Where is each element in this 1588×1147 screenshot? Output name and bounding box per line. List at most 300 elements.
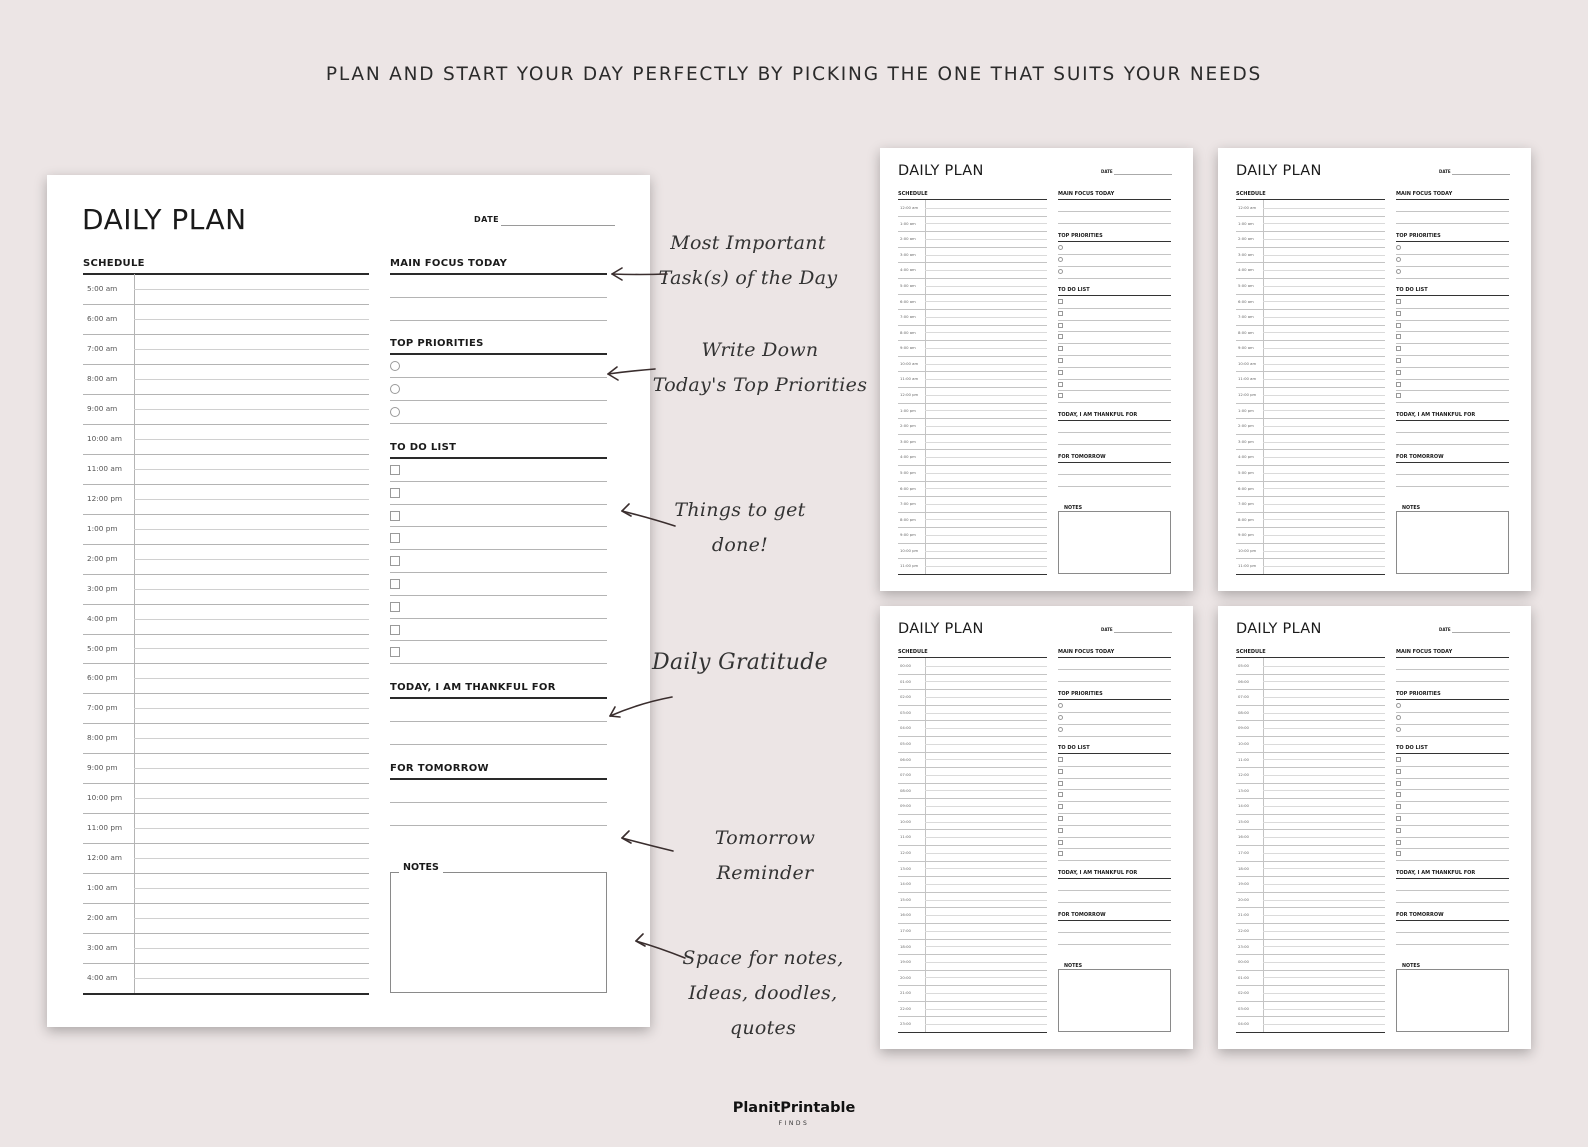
schedule-half-hour-line bbox=[1263, 977, 1385, 978]
date-line bbox=[1114, 174, 1172, 175]
schedule-half-hour-line bbox=[1263, 993, 1385, 994]
schedule-hour-line bbox=[1236, 814, 1385, 815]
schedule-half-hour-line bbox=[925, 993, 1047, 994]
planner-sheet-variant-2 bbox=[1218, 148, 1531, 591]
schedule-half-hour-line bbox=[925, 223, 1047, 224]
planner-title: DAILY PLAN bbox=[898, 621, 984, 637]
schedule-time-label: 15:00 bbox=[1238, 818, 1249, 824]
todo-checkbox bbox=[390, 511, 400, 521]
todo-checkbox bbox=[1396, 851, 1401, 856]
planner-title: DAILY PLAN bbox=[898, 163, 984, 179]
schedule-time-label: 10:00 pm bbox=[900, 547, 919, 553]
thankful-rule bbox=[1396, 420, 1509, 421]
schedule-hour-line bbox=[83, 514, 369, 515]
annotation-priorities bbox=[650, 333, 870, 403]
schedule-half-hour-line bbox=[925, 744, 1047, 745]
schedule-hour-line bbox=[1236, 705, 1385, 706]
schedule-rule bbox=[898, 657, 1047, 658]
schedule-hour-line bbox=[1236, 294, 1385, 295]
todo-rule bbox=[1396, 753, 1509, 754]
todo-checkbox bbox=[1396, 757, 1401, 762]
schedule-hour-line bbox=[83, 903, 369, 904]
top-priorities-rule bbox=[1396, 699, 1509, 700]
schedule-half-hour-line bbox=[134, 289, 369, 290]
schedule-time-label: 4:00 pm bbox=[1238, 454, 1254, 460]
annotation-text: Ideas, doodles, quotes bbox=[688, 982, 838, 1039]
schedule-hour-line bbox=[1236, 356, 1385, 357]
schedule-hour-line bbox=[1236, 985, 1385, 986]
priority-circle bbox=[1396, 703, 1401, 708]
todo-checkbox bbox=[1058, 757, 1063, 762]
schedule-time-label: 10:00 bbox=[1238, 740, 1249, 746]
schedule-hour-line bbox=[1236, 1016, 1385, 1017]
schedule-time-label: 10:00 am bbox=[1238, 360, 1257, 366]
schedule-time-label: 05:00 bbox=[1238, 663, 1249, 668]
schedule-hour-line bbox=[83, 304, 369, 305]
schedule-half-hour-line bbox=[1263, 348, 1385, 349]
priority-circle bbox=[1058, 245, 1063, 250]
schedule-half-hour-line bbox=[134, 738, 369, 739]
annotation-gratitude bbox=[650, 645, 830, 680]
todo-line bbox=[1396, 331, 1509, 332]
todo-line bbox=[1396, 789, 1509, 790]
date-label: DATE bbox=[1439, 627, 1451, 632]
schedule-time-label: 7:00 am bbox=[87, 343, 118, 353]
schedule-hour-line bbox=[83, 484, 369, 485]
schedule-time-label: 01:00 bbox=[1238, 974, 1249, 980]
schedule-half-hour-line bbox=[1263, 946, 1385, 947]
schedule-half-hour-line bbox=[925, 473, 1047, 474]
annotation-text: Tomorrow Reminder bbox=[714, 827, 816, 884]
todo-line bbox=[390, 595, 607, 596]
todo-checkbox bbox=[1058, 311, 1063, 316]
schedule-half-hour-line bbox=[1263, 931, 1385, 932]
todo-checkbox bbox=[1396, 358, 1401, 363]
tomorrow-rule bbox=[1396, 462, 1509, 463]
schedule-time-label: 21:00 bbox=[1238, 912, 1249, 918]
schedule-time-label: 7:00 am bbox=[900, 314, 916, 320]
schedule-half-hour-line bbox=[1263, 551, 1385, 552]
schedule-half-hour-line bbox=[925, 332, 1047, 333]
todo-line bbox=[390, 526, 607, 527]
schedule-bottom-rule bbox=[898, 1032, 1047, 1033]
schedule-time-label: 04:00 bbox=[1238, 1021, 1249, 1027]
schedule-half-hour-line bbox=[925, 681, 1047, 682]
date-label: DATE bbox=[1439, 169, 1451, 174]
schedule-hour-line bbox=[1236, 970, 1385, 971]
schedule-hour-line bbox=[1236, 262, 1385, 263]
schedule-time-label: 8:00 am bbox=[87, 373, 118, 383]
todo-checkbox bbox=[1396, 840, 1401, 845]
todo-checkbox bbox=[1058, 828, 1063, 833]
tomorrow-line bbox=[1396, 486, 1509, 487]
todo-line bbox=[1058, 320, 1171, 321]
annotation-text: Daily Gratitude bbox=[652, 650, 828, 675]
tomorrow-rule bbox=[1058, 462, 1171, 463]
schedule-half-hour-line bbox=[134, 798, 369, 799]
schedule-hour-line bbox=[83, 663, 369, 664]
priority-line bbox=[1058, 724, 1171, 725]
schedule-half-hour-line bbox=[1263, 713, 1385, 714]
schedule-time-label: 10:00 am bbox=[900, 360, 919, 366]
todo-checkbox bbox=[1396, 311, 1401, 316]
schedule-half-hour-line bbox=[1263, 566, 1385, 567]
schedule-time-label: 23:00 bbox=[900, 1021, 911, 1027]
schedule-half-hour-line bbox=[925, 270, 1047, 271]
schedule-half-hour-line bbox=[1263, 301, 1385, 302]
schedule-half-hour-line bbox=[1263, 379, 1385, 380]
priority-line bbox=[390, 377, 607, 378]
priority-circle bbox=[1058, 727, 1063, 732]
main-focus-line bbox=[1396, 211, 1509, 212]
main-focus-line bbox=[1396, 669, 1509, 670]
schedule-time-label: 05:00 bbox=[900, 740, 911, 746]
todo-line bbox=[1396, 848, 1509, 849]
schedule-time-label: 8:00 am bbox=[900, 329, 916, 335]
schedule-time-label: 10:00 pm bbox=[87, 793, 123, 803]
schedule-hour-line bbox=[898, 829, 1047, 830]
schedule-hour-line bbox=[898, 939, 1047, 940]
todo-checkbox bbox=[1058, 792, 1063, 797]
main-focus-rule bbox=[1396, 657, 1509, 658]
tomorrow-line bbox=[1058, 486, 1171, 487]
schedule-time-label: 7:00 pm bbox=[87, 703, 118, 713]
thankful-line bbox=[1058, 890, 1171, 891]
schedule-hour-line bbox=[1236, 829, 1385, 830]
todo-checkbox bbox=[1396, 393, 1401, 398]
schedule-time-label: 11:00 pm bbox=[900, 563, 919, 569]
main-focus-heading: MAIN FOCUS TODAY bbox=[390, 258, 508, 269]
schedule-time-label: 4:00 am bbox=[87, 973, 118, 983]
schedule-hour-line bbox=[898, 767, 1047, 768]
schedule-half-hour-line bbox=[134, 379, 369, 380]
schedule-time-label: 6:00 pm bbox=[900, 485, 916, 491]
schedule-time-label: 12:00 am bbox=[900, 205, 919, 210]
priority-line bbox=[390, 423, 607, 424]
tomorrow-rule bbox=[1396, 920, 1509, 921]
schedule-time-label: 8:00 pm bbox=[1238, 516, 1254, 522]
schedule-hour-line bbox=[898, 231, 1047, 232]
todo-heading: TO DO LIST bbox=[1396, 287, 1428, 293]
thankful-heading: TODAY, I AM THANKFUL FOR bbox=[1058, 412, 1138, 418]
schedule-half-hour-line bbox=[134, 888, 369, 889]
schedule-rule bbox=[898, 199, 1047, 200]
schedule-time-label: 1:00 pm bbox=[87, 523, 118, 533]
schedule-half-hour-line bbox=[1263, 457, 1385, 458]
schedule-time-label: 2:00 am bbox=[87, 913, 118, 923]
main-focus-line bbox=[1058, 681, 1171, 682]
schedule-time-label: 10:00 am bbox=[87, 433, 122, 443]
main-focus-heading: MAIN FOCUS TODAY bbox=[1058, 191, 1115, 197]
tomorrow-heading: FOR TOMORROW bbox=[1396, 454, 1444, 460]
schedule-hour-line bbox=[1236, 449, 1385, 450]
schedule-half-hour-line bbox=[925, 822, 1047, 823]
priority-line bbox=[1058, 736, 1171, 737]
planner-sheet-variant-3 bbox=[880, 606, 1193, 1049]
schedule-half-hour-line bbox=[925, 255, 1047, 256]
schedule-half-hour-line bbox=[925, 962, 1047, 963]
schedule-time-label: 17:00 bbox=[900, 927, 911, 933]
notes-label: NOTES bbox=[1064, 506, 1083, 511]
schedule-time-label: 08:00 bbox=[1238, 709, 1249, 715]
schedule-half-hour-line bbox=[1263, 535, 1385, 536]
schedule-hour-line bbox=[83, 843, 369, 844]
priority-circle bbox=[1396, 245, 1401, 250]
schedule-time-label: 3:00 pm bbox=[87, 583, 118, 593]
todo-line bbox=[1396, 860, 1509, 861]
priority-line bbox=[1058, 266, 1171, 267]
schedule-hour-line bbox=[898, 954, 1047, 955]
schedule-hour-line bbox=[83, 604, 369, 605]
schedule-half-hour-line bbox=[1263, 962, 1385, 963]
todo-line bbox=[1058, 837, 1171, 838]
schedule-half-hour-line bbox=[1263, 666, 1385, 667]
priority-line bbox=[390, 400, 607, 401]
schedule-time-label: 3:00 pm bbox=[1238, 438, 1254, 444]
tomorrow-line bbox=[1058, 932, 1171, 933]
schedule-time-label: 1:00 pm bbox=[900, 407, 916, 413]
schedule-half-hour-line bbox=[1263, 884, 1385, 885]
schedule-half-hour-line bbox=[925, 379, 1047, 380]
priority-circle bbox=[1396, 269, 1401, 274]
todo-checkbox bbox=[1396, 769, 1401, 774]
schedule-hour-line bbox=[1236, 309, 1385, 310]
main-focus-line bbox=[1058, 669, 1171, 670]
schedule-time-label: 15:00 bbox=[900, 896, 911, 902]
schedule-heading: SCHEDULE bbox=[898, 649, 928, 655]
schedule-half-hour-line bbox=[925, 759, 1047, 760]
schedule-hour-line bbox=[1236, 736, 1385, 737]
schedule-half-hour-line bbox=[925, 395, 1047, 396]
schedule-half-hour-line bbox=[1263, 395, 1385, 396]
schedule-half-hour-line bbox=[925, 442, 1047, 443]
todo-checkbox bbox=[1396, 828, 1401, 833]
thankful-heading: TODAY, I AM THANKFUL FOR bbox=[1396, 870, 1476, 876]
todo-line bbox=[1058, 813, 1171, 814]
schedule-half-hour-line bbox=[925, 457, 1047, 458]
todo-line bbox=[1396, 825, 1509, 826]
top-priorities-rule bbox=[1058, 699, 1171, 700]
top-priorities-rule bbox=[1396, 241, 1509, 242]
tomorrow-heading: FOR TOMORROW bbox=[1058, 912, 1106, 918]
schedule-half-hour-line bbox=[925, 1024, 1047, 1025]
schedule-time-label: 00:00 bbox=[1238, 959, 1249, 965]
todo-checkbox bbox=[390, 556, 400, 566]
schedule-hour-line bbox=[898, 674, 1047, 675]
schedule-half-hour-line bbox=[925, 317, 1047, 318]
priority-line bbox=[1396, 724, 1509, 725]
schedule-hour-line bbox=[898, 403, 1047, 404]
schedule-time-label: 23:00 bbox=[1238, 943, 1249, 949]
schedule-hour-line bbox=[83, 783, 369, 784]
schedule-hour-line bbox=[1236, 1001, 1385, 1002]
thankful-heading: TODAY, I AM THANKFUL FOR bbox=[390, 682, 556, 693]
schedule-hour-line bbox=[1236, 861, 1385, 862]
todo-checkbox bbox=[1058, 769, 1063, 774]
schedule-hour-line bbox=[1236, 418, 1385, 419]
schedule-time-label: 11:00 am bbox=[1238, 376, 1257, 382]
schedule-time-label: 7:00 pm bbox=[900, 501, 916, 507]
schedule-hour-line bbox=[83, 753, 369, 754]
schedule-half-hour-line bbox=[925, 868, 1047, 869]
schedule-time-label: 9:00 pm bbox=[87, 763, 118, 773]
schedule-hour-line bbox=[1236, 767, 1385, 768]
schedule-half-hour-line bbox=[1263, 426, 1385, 427]
schedule-half-hour-line bbox=[1263, 504, 1385, 505]
top-priorities-heading: TOP PRIORITIES bbox=[1396, 233, 1441, 239]
schedule-half-hour-line bbox=[1263, 837, 1385, 838]
thankful-line bbox=[390, 721, 607, 722]
schedule-half-hour-line bbox=[1263, 806, 1385, 807]
schedule-half-hour-line bbox=[134, 708, 369, 709]
schedule-hour-line bbox=[898, 496, 1047, 497]
schedule-hour-line bbox=[83, 364, 369, 365]
schedule-time-label: 16:00 bbox=[900, 912, 911, 918]
schedule-hour-line bbox=[83, 544, 369, 545]
schedule-time-label: 00:00 bbox=[900, 663, 911, 668]
schedule-hour-line bbox=[1236, 465, 1385, 466]
todo-heading: TO DO LIST bbox=[390, 442, 457, 453]
annotation-text: Most Important bbox=[670, 232, 826, 254]
schedule-time-label: 2:00 pm bbox=[900, 423, 916, 429]
schedule-half-hour-line bbox=[1263, 1024, 1385, 1025]
schedule-half-hour-line bbox=[925, 239, 1047, 240]
schedule-half-hour-line bbox=[925, 301, 1047, 302]
tomorrow-rule bbox=[390, 778, 607, 780]
schedule-half-hour-line bbox=[925, 853, 1047, 854]
schedule-hour-line bbox=[1236, 689, 1385, 690]
schedule-half-hour-line bbox=[1263, 208, 1385, 209]
todo-checkbox bbox=[1058, 816, 1063, 821]
schedule-hour-line bbox=[83, 873, 369, 874]
thankful-rule bbox=[1396, 878, 1509, 879]
notes-box bbox=[1058, 511, 1171, 574]
tomorrow-heading: FOR TOMORROW bbox=[1396, 912, 1444, 918]
schedule-hour-line bbox=[898, 434, 1047, 435]
schedule-hour-line bbox=[898, 783, 1047, 784]
schedule-half-hour-line bbox=[1263, 239, 1385, 240]
schedule-hour-line bbox=[1236, 892, 1385, 893]
thankful-line bbox=[1058, 432, 1171, 433]
schedule-half-hour-line bbox=[1263, 270, 1385, 271]
planner-sheet-variant-1 bbox=[880, 148, 1193, 591]
schedule-time-label: 1:00 am bbox=[1238, 220, 1254, 226]
schedule-hour-line bbox=[898, 798, 1047, 799]
schedule-half-hour-line bbox=[925, 426, 1047, 427]
schedule-hour-line bbox=[83, 693, 369, 694]
todo-checkbox bbox=[1058, 804, 1063, 809]
todo-heading: TO DO LIST bbox=[1396, 745, 1428, 751]
main-focus-line bbox=[1396, 223, 1509, 224]
schedule-half-hour-line bbox=[1263, 744, 1385, 745]
schedule-time-label: 18:00 bbox=[1238, 865, 1249, 871]
schedule-time-label: 2:00 pm bbox=[1238, 423, 1254, 429]
schedule-time-label: 6:00 am bbox=[1238, 298, 1254, 304]
schedule-time-label: 08:00 bbox=[900, 787, 911, 793]
todo-line bbox=[1058, 789, 1171, 790]
schedule-hour-line bbox=[1236, 387, 1385, 388]
schedule-half-hour-line bbox=[1263, 775, 1385, 776]
schedule-hour-line bbox=[898, 449, 1047, 450]
schedule-time-label: 20:00 bbox=[1238, 896, 1249, 902]
priority-line bbox=[1058, 712, 1171, 713]
schedule-half-hour-line bbox=[1263, 681, 1385, 682]
thankful-line bbox=[1058, 444, 1171, 445]
todo-line bbox=[1058, 308, 1171, 309]
todo-rule bbox=[1396, 295, 1509, 296]
schedule-time-label: 5:00 am bbox=[900, 282, 916, 288]
todo-checkbox bbox=[1396, 816, 1401, 821]
annotation-todo bbox=[660, 493, 820, 563]
todo-line bbox=[390, 481, 607, 482]
schedule-half-hour-line bbox=[925, 946, 1047, 947]
schedule-half-hour-line bbox=[925, 348, 1047, 349]
schedule-time-label: 20:00 bbox=[900, 974, 911, 980]
schedule-time-label: 07:00 bbox=[1238, 694, 1249, 700]
schedule-hour-line bbox=[898, 923, 1047, 924]
schedule-time-label: 10:00 bbox=[900, 818, 911, 824]
priority-circle bbox=[1396, 715, 1401, 720]
todo-heading: TO DO LIST bbox=[1058, 287, 1090, 293]
thankful-line bbox=[390, 744, 607, 745]
todo-line bbox=[390, 663, 607, 664]
schedule-time-label: 7:00 am bbox=[1238, 314, 1254, 320]
tomorrow-line bbox=[1058, 944, 1171, 945]
schedule-hour-line bbox=[898, 340, 1047, 341]
priority-line bbox=[1058, 254, 1171, 255]
date-line bbox=[501, 225, 615, 226]
tomorrow-line bbox=[1396, 932, 1509, 933]
schedule-time-label: 3:00 am bbox=[900, 251, 916, 257]
todo-checkbox bbox=[1058, 334, 1063, 339]
schedule-hour-line bbox=[898, 481, 1047, 482]
headline: PLAN AND START YOUR DAY PERFECTLY BY PICKING THE ONE THAT SUITS YOUR NEEDS bbox=[325, 64, 1263, 85]
schedule-half-hour-line bbox=[1263, 473, 1385, 474]
schedule-bottom-rule bbox=[1236, 574, 1385, 575]
schedule-half-hour-line bbox=[925, 837, 1047, 838]
main-focus-rule bbox=[390, 273, 607, 275]
schedule-half-hour-line bbox=[1263, 286, 1385, 287]
todo-line bbox=[1058, 860, 1171, 861]
todo-checkbox bbox=[1058, 323, 1063, 328]
thankful-rule bbox=[1058, 878, 1171, 879]
main-focus-heading: MAIN FOCUS TODAY bbox=[1396, 649, 1453, 655]
date-line bbox=[1114, 632, 1172, 633]
priority-line bbox=[1396, 712, 1509, 713]
schedule-time-label: 09:00 bbox=[900, 803, 911, 809]
schedule-hour-line bbox=[1236, 278, 1385, 279]
todo-checkbox bbox=[1396, 334, 1401, 339]
todo-checkbox bbox=[1058, 781, 1063, 786]
schedule-half-hour-line bbox=[1263, 364, 1385, 365]
schedule-half-hour-line bbox=[925, 728, 1047, 729]
schedule-time-label: 14:00 bbox=[900, 881, 911, 887]
schedule-half-hour-line bbox=[1263, 868, 1385, 869]
schedule-hour-line bbox=[898, 216, 1047, 217]
schedule-time-label: 02:00 bbox=[900, 694, 911, 700]
todo-rule bbox=[390, 457, 607, 459]
notes-label: NOTES bbox=[1064, 964, 1083, 969]
schedule-half-hour-line bbox=[1263, 728, 1385, 729]
schedule-time-label: 18:00 bbox=[900, 943, 911, 949]
todo-checkbox bbox=[1396, 781, 1401, 786]
schedule-hour-line bbox=[898, 892, 1047, 893]
priority-circle bbox=[1058, 715, 1063, 720]
schedule-time-label: 7:00 pm bbox=[1238, 501, 1254, 507]
schedule-hour-line bbox=[83, 723, 369, 724]
schedule-time-label: 4:00 pm bbox=[87, 613, 118, 623]
priority-circle bbox=[390, 407, 400, 417]
